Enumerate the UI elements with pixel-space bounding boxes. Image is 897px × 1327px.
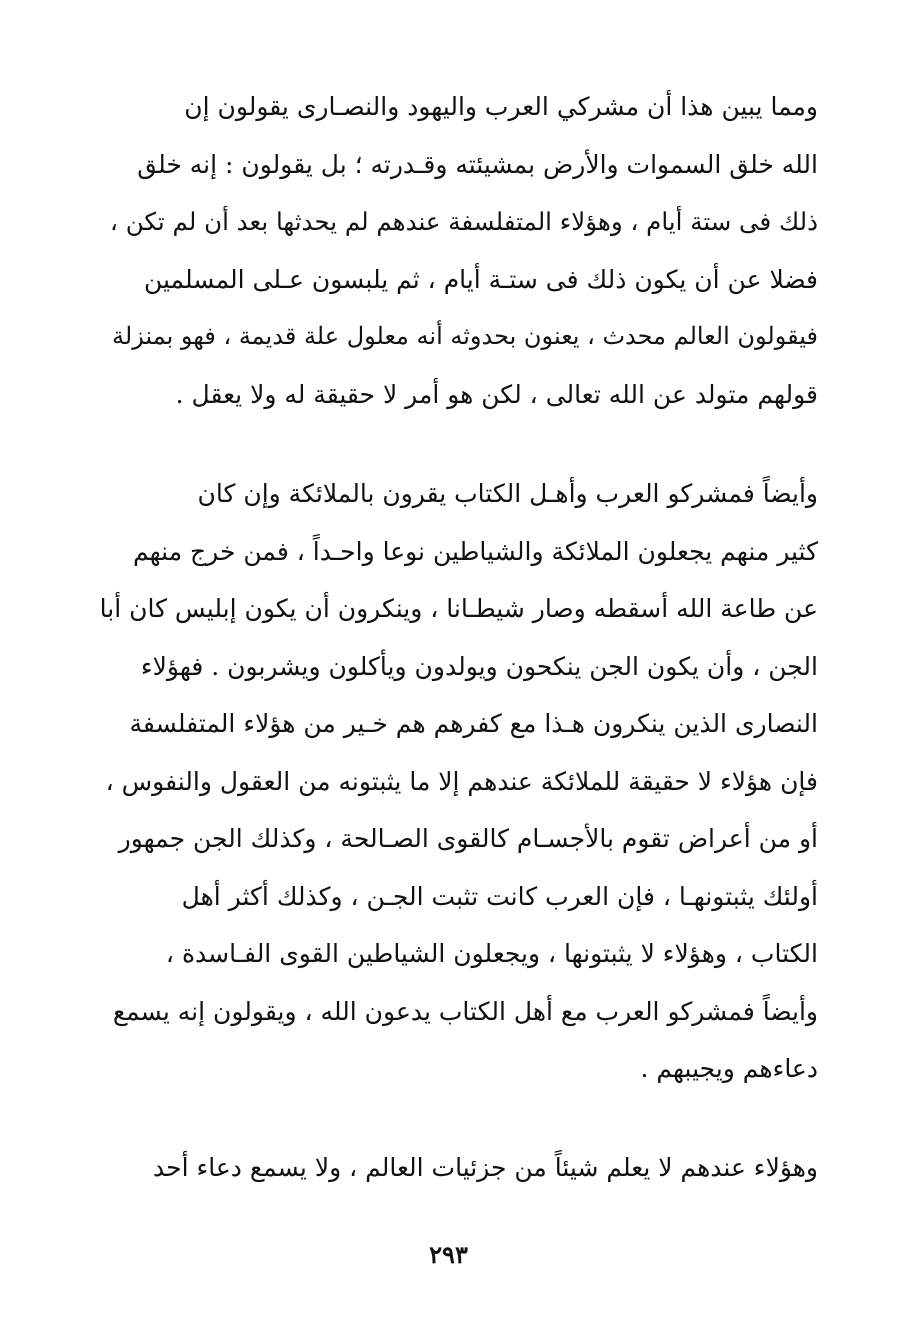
text-line: وأيضاً فمشركو العرب مع أهل الكتاب يدعون الله ، ويقولون إنه يسمع	[112, 996, 818, 1026]
paragraph-1	[100, 78, 818, 423]
text-line: وأيضاً فمشركو العرب وأهـل الكتاب يقرون بالملائكة وإن كان	[197, 479, 818, 508]
text-line: فضلا عن أن يكون ذلك فى ستـة أيام ، ثم يلبسون عـلى المسلمين	[143, 264, 818, 294]
text-line: الكتاب ، وهؤلاء لا يثبتونها ، ويجعلون الشياطين القوى الفـاسدة ،	[165, 939, 818, 968]
text-line: أو من أعراض تقوم بالأجسـام كالقوى الصـالحة ، وكذلك الجن جمهور	[118, 824, 818, 853]
text-line: أولئك يثبتونهـا ، فإن العرب كانت تثبت الجـن ، وكذلك أكثر أهل	[181, 881, 818, 911]
text-line: ومما يبين هذا أن مشركي العرب واليهود والنصـارى يقولون إن	[184, 92, 818, 121]
text-line: كثير منهم يجعلون الملائكة والشياطين نوعا واحـداً ، فمن خرج منهم	[133, 536, 818, 566]
text-line: فيقولون العالم محدث ، يعنون بحدوثه أنه معلول علة قديمة ، فهو بمنزلة	[112, 322, 818, 350]
text-line: النصارى الذين ينكرون هـذا مع كفرهم هم خـير من هؤلاء المتفلسفة	[129, 709, 818, 738]
text-line: قولهم متولد عن الله تعالى ، لكن هو أمر لا حقيقة له ولا يعقل .	[175, 379, 818, 409]
text-line: فإن هؤلاء لا حقيقة للملائكة عندهم إلا ما يثبتونه من العقول والنفوس ،	[105, 766, 818, 796]
paragraph-2	[100, 465, 818, 1098]
text-line: عن طاعة الله أسقطه وصار شيطـانا ، وينكرون أن يكون إبليس كان أبا	[99, 594, 818, 623]
text-line: دعاءهم ويجيبهم .	[640, 1054, 818, 1083]
text-line: الله خلق السموات والأرض بمشيئته وقـدرته ؛ بل يقولون : إنه خلق	[137, 149, 818, 179]
text-line: ذلك فى ستة أيام ، وهؤلاء المتفلسفة عندهم لم يحدثها بعد أن لم تكن ،	[110, 207, 818, 236]
page-number: ٢٩٣	[429, 1240, 468, 1269]
text-line: وهؤلاء عندهم لا يعلم شيئاً من جزئيات العالم ، ولا يسمع دعاء أحد	[153, 1153, 818, 1182]
paragraph-3	[100, 1139, 818, 1197]
text-line: الجن ، وأن يكون الجن ينكحون ويولدون ويأكلون ويشربون . فهؤلاء	[140, 651, 818, 681]
